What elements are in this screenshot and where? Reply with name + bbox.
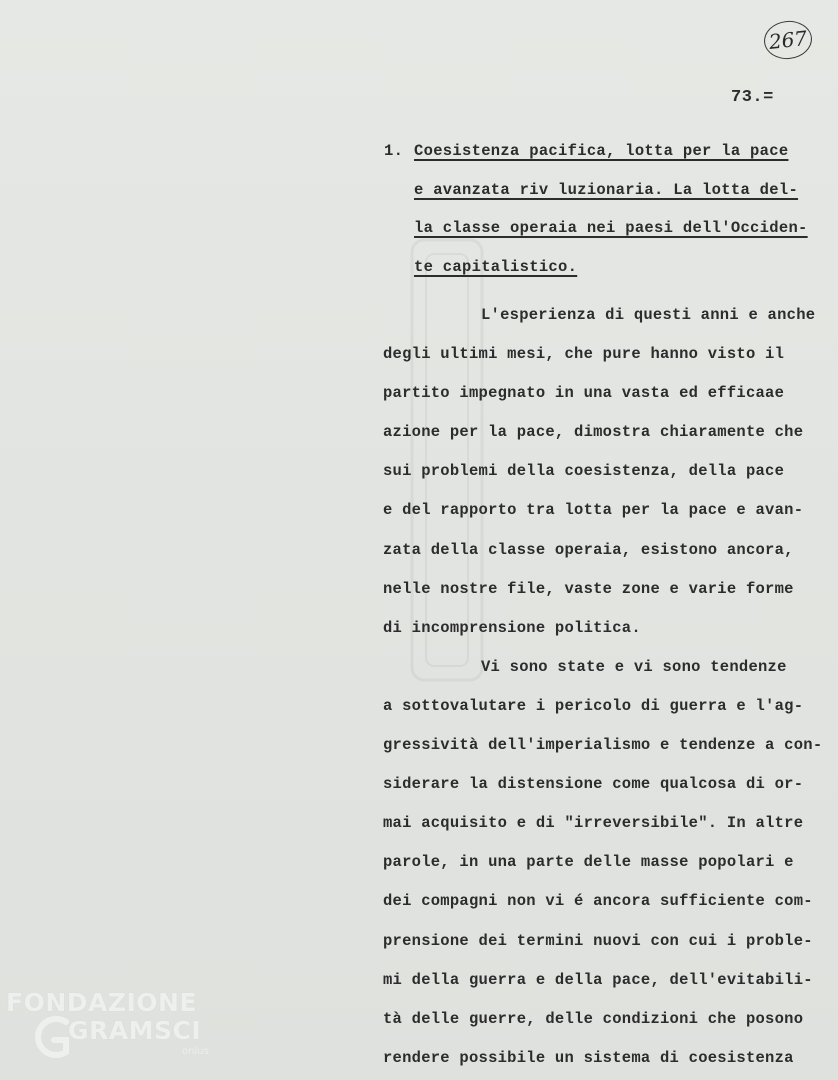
- heading-line: [384, 171, 824, 210]
- text-line: partito impegnato in una vasta ed efficaae: [383, 384, 785, 403]
- body-text: [383, 296, 828, 1078]
- text-line: di incomprensione politica.: [383, 618, 641, 637]
- text-line: azione per la pace, dimostra chiaramente che: [383, 423, 804, 442]
- text-line: sui problemi della coesistenza, della pace: [383, 462, 785, 481]
- heading-line: [384, 209, 824, 248]
- section-heading: [384, 132, 824, 286]
- text-line: prensione dei termini nuovi con cui i proble-: [383, 931, 813, 950]
- logo-line1: FONDAZIONE: [6, 988, 198, 1017]
- text-line: e del rapporto tra lotta per la pace e avan-: [383, 501, 804, 520]
- text-line: dei compagni non vi é ancora sufficiente com-: [383, 892, 813, 911]
- text-line: a sottovalutare i pericolo di guerra e l'ag-: [383, 696, 804, 715]
- text-line: gressività dell'imperialismo e tendenze a con-: [383, 736, 823, 755]
- text-line: Vi sono state e vi sono tendenze: [481, 657, 787, 676]
- text-line: L'esperienza di questi anni e anche: [481, 306, 816, 324]
- heading-text: Coesistenza pacifica, lotta per la pace: [414, 142, 789, 160]
- text-line: parole, in una parte delle masse popolari e: [383, 853, 794, 872]
- logo-line2: GRAMSCI: [68, 1016, 202, 1045]
- heading-text: e avanzata riv luzionaria. La lotta del-: [414, 180, 799, 199]
- archive-number-stamp: 267: [762, 19, 814, 62]
- text-line: mai acquisito e di "irreversibile". In altre: [383, 814, 804, 833]
- text-line: mi della guerra e della pace, dell'evitabili-: [383, 970, 813, 989]
- gramsci-g-icon: [32, 1012, 72, 1062]
- heading-number: 1.: [384, 142, 404, 160]
- text-line: tà delle guerre, delle condizioni che posono: [383, 1009, 804, 1028]
- text-line: rendere possibile un sistema di coesistenza: [383, 1048, 794, 1067]
- heading-text: la classe operaia nei paesi dell'Occiden-: [414, 219, 808, 237]
- heading-line: [384, 248, 824, 287]
- logo-line3: onlus: [182, 1046, 209, 1057]
- page-number: 73.=: [731, 88, 774, 107]
- heading-text: te capitalistico.: [414, 257, 578, 276]
- text-line: zata della classe operaia, esistono ancora,: [383, 540, 794, 559]
- heading-line: [384, 132, 824, 171]
- text-line: nelle nostre file, vaste zone e varie forme: [383, 579, 794, 598]
- text-line: degli ultimi mesi, che pure hanno visto il: [383, 345, 785, 364]
- fondazione-gramsci-logo: [6, 988, 209, 1068]
- text-line: siderare la distensione come qualcosa di or-: [383, 775, 804, 794]
